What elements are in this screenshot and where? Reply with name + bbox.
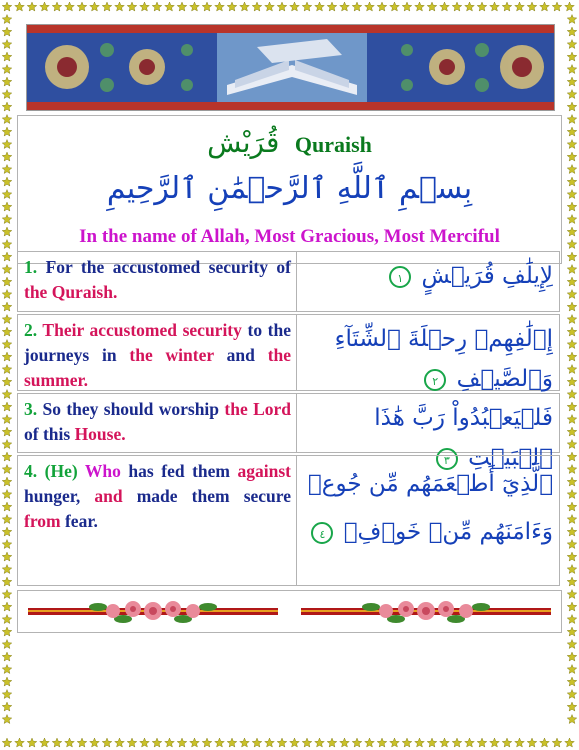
verse-arabic xyxy=(298,394,561,471)
star-icon xyxy=(527,738,537,747)
star-icon xyxy=(52,2,62,11)
star-icon xyxy=(567,152,577,161)
star-icon xyxy=(327,2,337,11)
star-icon xyxy=(352,738,362,747)
star-icon xyxy=(567,502,577,511)
star-icon xyxy=(252,738,262,747)
star-icon xyxy=(352,2,362,11)
star-icon xyxy=(490,2,500,11)
star-icon xyxy=(452,738,462,747)
star-icon xyxy=(567,90,577,99)
star-icon xyxy=(515,738,525,747)
star-icon xyxy=(390,2,400,11)
star-icon xyxy=(427,2,437,11)
star-icon xyxy=(40,2,50,11)
star-icon xyxy=(2,702,12,711)
star-icon xyxy=(567,40,577,49)
arabic-text: فَلۡيَعۡبُدُواْ رَبَّ هَٰذَا ٱلۡبَيۡتِ xyxy=(374,405,553,471)
star-icon xyxy=(567,390,577,399)
star-icon xyxy=(2,90,12,99)
star-icon xyxy=(65,2,75,11)
text-segment-highlight: from xyxy=(24,511,61,531)
text-segment: So they should worship xyxy=(37,399,225,419)
star-icon xyxy=(365,2,375,11)
star-icon xyxy=(65,738,75,747)
star-icon xyxy=(2,590,12,599)
star-icon xyxy=(567,77,577,86)
star-icon xyxy=(202,2,212,11)
star-icon xyxy=(477,738,487,747)
star-icon xyxy=(240,738,250,747)
star-icon xyxy=(265,2,275,11)
star-icon xyxy=(567,702,577,711)
star-icon xyxy=(567,190,577,199)
star-icon xyxy=(2,227,12,236)
verse-row-2 xyxy=(17,314,560,391)
star-icon xyxy=(2,140,12,149)
star-icon xyxy=(2,465,12,474)
star-icon xyxy=(567,602,577,611)
bismillah-translation: In the name of Allah, Most Gracious, Most Merciful xyxy=(79,226,500,247)
star-icon xyxy=(2,2,12,11)
star-icon xyxy=(265,738,275,747)
star-icon xyxy=(415,2,425,11)
star-icon xyxy=(2,15,12,24)
star-icon xyxy=(115,2,125,11)
star-icon xyxy=(2,77,12,86)
star-icon xyxy=(140,738,150,747)
star-icon xyxy=(2,202,12,211)
star-icon xyxy=(567,140,577,149)
star-icon xyxy=(452,2,462,11)
star-icon xyxy=(2,215,12,224)
star-icon xyxy=(90,2,100,11)
text-segment: For the accustomed security of xyxy=(37,257,291,277)
star-icon xyxy=(2,552,12,561)
star-icon xyxy=(377,2,387,11)
star-icon xyxy=(227,2,237,11)
star-icon xyxy=(567,340,577,349)
star-icon xyxy=(2,390,12,399)
verse-number: 4. xyxy=(24,461,38,481)
star-icon xyxy=(27,738,37,747)
star-icon xyxy=(567,327,577,336)
star-icon xyxy=(215,738,225,747)
star-icon xyxy=(2,477,12,486)
star-icon xyxy=(302,2,312,11)
floral-footer xyxy=(17,590,562,633)
star-icon xyxy=(2,190,12,199)
star-icon xyxy=(567,165,577,174)
star-icon xyxy=(567,640,577,649)
star-icon xyxy=(2,302,12,311)
text-segment: has fed them xyxy=(120,461,238,481)
text-segment: hunger, xyxy=(24,486,95,506)
floral-divider-right xyxy=(301,597,551,627)
star-icon xyxy=(567,302,577,311)
star-icon xyxy=(102,738,112,747)
star-icon xyxy=(2,240,12,249)
floral-divider-left xyxy=(28,597,278,627)
star-icon xyxy=(290,2,300,11)
star-icon xyxy=(2,577,12,586)
star-icon xyxy=(567,265,577,274)
text-segment: fear. xyxy=(60,511,98,531)
star-icon xyxy=(327,738,337,747)
star-icon xyxy=(2,40,12,49)
star-icon xyxy=(2,327,12,336)
star-icon xyxy=(2,565,12,574)
star-icon xyxy=(2,340,12,349)
star-icon xyxy=(90,738,100,747)
star-icon xyxy=(77,2,87,11)
star-icon xyxy=(40,738,50,747)
star-icon xyxy=(277,2,287,11)
star-icon xyxy=(15,2,25,11)
star-icon xyxy=(567,15,577,24)
star-icon xyxy=(567,715,577,724)
text-segment-green: (He) xyxy=(44,461,78,481)
star-icon xyxy=(567,427,577,436)
star-icon xyxy=(2,365,12,374)
star-icon xyxy=(415,738,425,747)
text-segment-highlight: Who xyxy=(77,461,121,481)
star-icon xyxy=(502,2,512,11)
verse-translation xyxy=(18,252,297,311)
verse-row-4 xyxy=(17,455,560,586)
text-segment: made them secure xyxy=(122,486,291,506)
star-icon xyxy=(227,738,237,747)
star-icon xyxy=(2,665,12,674)
star-icon xyxy=(567,52,577,61)
star-icon xyxy=(2,502,12,511)
ayah-end-marker-icon: ١ xyxy=(389,266,411,288)
text-segment: to the journeys in xyxy=(24,320,292,365)
arabic-text: ٱلَّذِيٓ أَطۡعَمَهُم مِّن جُوعٖ وَءَامَنَهُم مِّنۡ خَوۡفِۭ xyxy=(307,471,553,545)
surah-title xyxy=(18,126,561,159)
bismillah-arabic: بِسۡمِ ٱللَّهِ ٱلرَّحۡمَٰنِ ٱلرَّحِيمِ xyxy=(106,171,473,206)
star-icon xyxy=(567,227,577,236)
star-icon xyxy=(27,2,37,11)
star-icon xyxy=(2,415,12,424)
star-icon xyxy=(215,2,225,11)
star-icon xyxy=(2,252,12,261)
star-icon xyxy=(567,65,577,74)
star-icon xyxy=(177,738,187,747)
star-icon xyxy=(2,427,12,436)
star-icon xyxy=(567,565,577,574)
surah-title-english: Quraish xyxy=(294,132,372,157)
star-icon xyxy=(115,738,125,747)
star-icon xyxy=(567,540,577,549)
star-icon xyxy=(567,252,577,261)
text-segment-highlight: security xyxy=(182,320,242,340)
star-icon xyxy=(2,627,12,636)
star-icon xyxy=(567,477,577,486)
star-icon xyxy=(402,738,412,747)
ayah-end-marker-icon: ٣ xyxy=(436,448,458,470)
star-icon xyxy=(567,677,577,686)
text-segment: of this xyxy=(24,424,75,444)
star-icon xyxy=(2,352,12,361)
star-icon xyxy=(567,365,577,374)
star-icon xyxy=(402,2,412,11)
star-icon xyxy=(2,640,12,649)
star-icon xyxy=(2,515,12,524)
verse-arabic xyxy=(298,252,561,311)
star-icon xyxy=(567,465,577,474)
page-frame xyxy=(17,17,562,718)
star-icon xyxy=(567,652,577,661)
star-icon xyxy=(567,102,577,111)
star-icon xyxy=(567,127,577,136)
ornamental-banner-image xyxy=(27,25,554,110)
star-icon xyxy=(2,402,12,411)
star-icon xyxy=(2,615,12,624)
star-icon xyxy=(567,627,577,636)
verse-row-1 xyxy=(17,251,560,312)
star-icon xyxy=(567,552,577,561)
ayah-end-marker-icon: ٢ xyxy=(424,369,446,391)
star-icon xyxy=(465,2,475,11)
star-icon xyxy=(390,738,400,747)
text-segment-highlight: the Lord xyxy=(224,399,291,419)
star-icon xyxy=(567,690,577,699)
star-icon xyxy=(302,738,312,747)
star-icon xyxy=(567,515,577,524)
star-icon xyxy=(465,738,475,747)
surah-header xyxy=(17,115,562,264)
star-icon xyxy=(190,738,200,747)
star-icon xyxy=(2,277,12,286)
verse-translation xyxy=(18,315,297,390)
star-icon xyxy=(152,738,162,747)
text-segment-highlight: and xyxy=(94,486,123,506)
star-icon xyxy=(177,2,187,11)
verse-translation xyxy=(18,394,297,452)
verse-number: 1. xyxy=(24,257,38,277)
star-icon xyxy=(502,738,512,747)
text-segment: and xyxy=(213,345,268,365)
star-icon xyxy=(190,2,200,11)
star-icon xyxy=(152,2,162,11)
star-icon xyxy=(202,738,212,747)
star-icon xyxy=(567,315,577,324)
star-icon xyxy=(165,738,175,747)
star-icon xyxy=(427,738,437,747)
star-icon xyxy=(2,602,12,611)
star-icon xyxy=(252,2,262,11)
star-icon xyxy=(2,652,12,661)
star-icon xyxy=(315,738,325,747)
star-icon xyxy=(565,2,575,11)
star-icon xyxy=(52,738,62,747)
star-icon xyxy=(567,440,577,449)
verse-number: 3. xyxy=(24,399,38,419)
star-icon xyxy=(567,615,577,624)
star-icon xyxy=(2,677,12,686)
star-icon xyxy=(2,527,12,536)
star-icon xyxy=(15,738,25,747)
star-icon xyxy=(2,152,12,161)
star-icon xyxy=(102,2,112,11)
text-segment-highlight: against xyxy=(237,461,292,481)
star-icon xyxy=(377,738,387,747)
star-icon xyxy=(567,277,577,286)
text-segment-highlight: House. xyxy=(74,424,126,444)
star-icon xyxy=(2,177,12,186)
verse-translation xyxy=(18,456,297,585)
star-icon xyxy=(365,738,375,747)
star-icon xyxy=(2,490,12,499)
star-icon xyxy=(240,2,250,11)
star-icon xyxy=(2,265,12,274)
verse-arabic xyxy=(298,315,561,390)
star-icon xyxy=(552,2,562,11)
star-icon xyxy=(127,2,137,11)
star-icon xyxy=(567,27,577,36)
star-icon xyxy=(567,490,577,499)
text-segment-highlight: the Quraish. xyxy=(24,282,118,302)
star-icon xyxy=(567,402,577,411)
star-icon xyxy=(2,27,12,36)
star-icon xyxy=(440,738,450,747)
text-segment-highlight: the winter xyxy=(129,345,214,365)
star-icon xyxy=(2,165,12,174)
star-icon xyxy=(567,352,577,361)
star-icon xyxy=(567,377,577,386)
star-icon xyxy=(567,115,577,124)
star-icon xyxy=(165,2,175,11)
star-icon xyxy=(2,715,12,724)
ayah-end-marker-icon: ٤ xyxy=(311,522,333,544)
header-banner xyxy=(26,24,555,111)
star-icon xyxy=(527,2,537,11)
star-icon xyxy=(2,52,12,61)
star-icon xyxy=(515,2,525,11)
star-icon xyxy=(127,738,137,747)
star-icon xyxy=(2,290,12,299)
star-icon xyxy=(2,540,12,549)
arabic-text: إِۦلَٰفِهِمۡ رِحۡلَةَ ٱلشِّتَآءِ وَٱلصَّيۡفِ xyxy=(334,326,553,392)
star-icon xyxy=(277,738,287,747)
star-icon xyxy=(315,2,325,11)
star-icon xyxy=(2,65,12,74)
text-segment-highlight: the summer. xyxy=(24,345,292,390)
star-icon xyxy=(567,527,577,536)
star-icon xyxy=(340,738,350,747)
star-icon xyxy=(2,690,12,699)
star-icon xyxy=(2,102,12,111)
verse-arabic xyxy=(298,456,561,585)
star-icon xyxy=(567,215,577,224)
star-icon xyxy=(440,2,450,11)
star-icon xyxy=(567,415,577,424)
star-icon xyxy=(2,738,12,747)
star-icon xyxy=(565,738,575,747)
star-icon xyxy=(567,290,577,299)
star-icon xyxy=(567,452,577,461)
star-icon xyxy=(540,2,550,11)
star-icon xyxy=(2,440,12,449)
surah-title-arabic: قُرَيْش xyxy=(207,126,280,159)
star-icon xyxy=(567,177,577,186)
star-icon xyxy=(490,738,500,747)
star-icon xyxy=(540,738,550,747)
star-icon xyxy=(552,738,562,747)
star-icon xyxy=(2,127,12,136)
star-icon xyxy=(290,738,300,747)
text-segment-highlight: Their accustomed xyxy=(37,320,183,340)
star-icon xyxy=(2,315,12,324)
arabic-text: لِإِيلَٰفِ قُرَيۡشٍ xyxy=(421,263,553,289)
star-icon xyxy=(567,665,577,674)
star-icon xyxy=(2,115,12,124)
star-icon xyxy=(477,2,487,11)
star-icon xyxy=(567,577,577,586)
star-icon xyxy=(2,377,12,386)
star-icon xyxy=(567,202,577,211)
verse-number: 2. xyxy=(24,320,38,340)
star-icon xyxy=(340,2,350,11)
star-icon xyxy=(77,738,87,747)
star-icon xyxy=(140,2,150,11)
star-icon xyxy=(567,590,577,599)
star-icon xyxy=(567,240,577,249)
star-icon xyxy=(2,452,12,461)
